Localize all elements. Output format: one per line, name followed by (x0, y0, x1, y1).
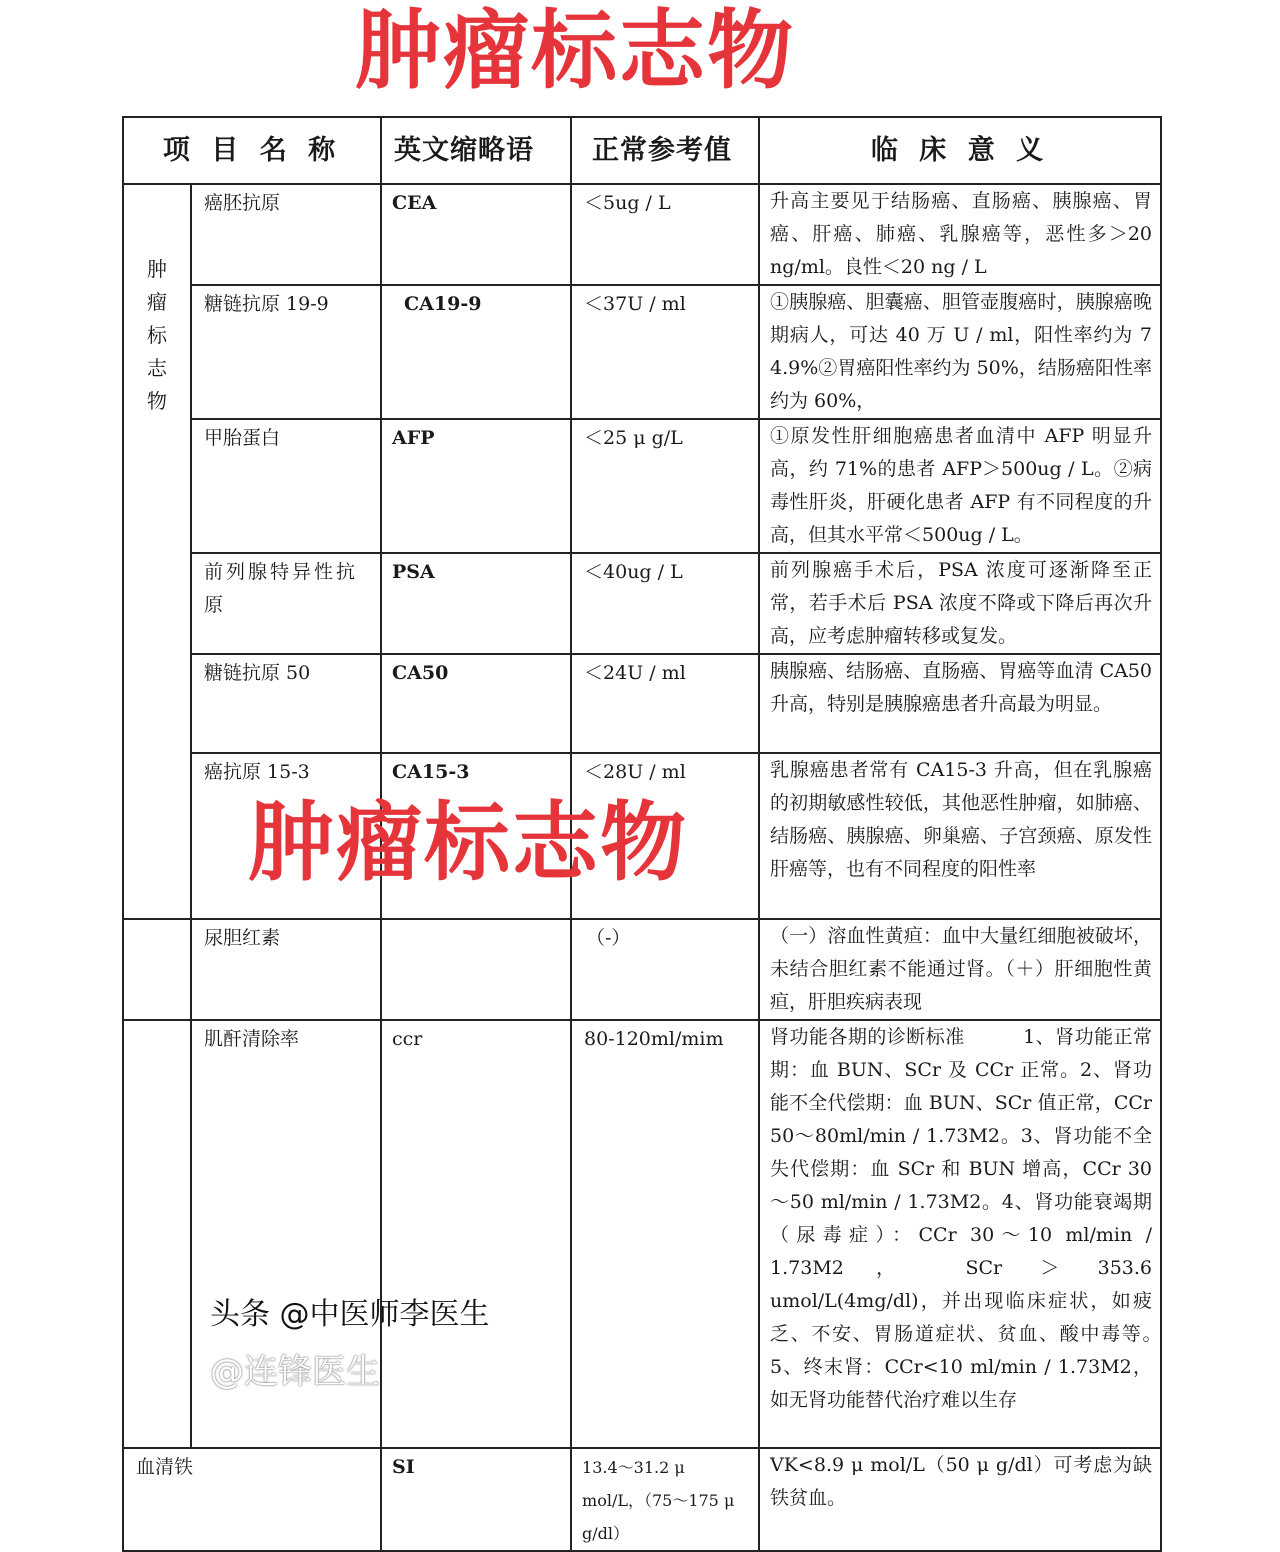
table-row (123, 285, 1161, 419)
item-abbr: CA19-9 (381, 285, 571, 419)
item-ref: ＜28U / ml (571, 753, 759, 919)
item-abbr: PSA (381, 553, 571, 654)
table-row (123, 919, 1161, 1020)
item-abbr: SI (381, 1448, 571, 1551)
category-char: 物 (147, 389, 167, 413)
item-abbr: ccr (381, 1020, 571, 1448)
watermark-weibo: @连锋医生 (210, 1352, 380, 1392)
item-name: 前列腺特异性抗原 (191, 553, 381, 654)
item-ref: ＜25 μ g/L (571, 419, 759, 553)
empty-category-cell (123, 919, 191, 1020)
item-meaning: ①原发性肝细胞癌患者血清中 AFP 明显升高，约 71%的患者 AFP＞500ug / L。②病毒性肝炎，肝硬化患者 AFP 有不同程度的升高，但其水平常＜500ug / L。 (759, 419, 1161, 553)
item-meaning: 乳腺癌患者常有 CA15-3 升高，但在乳腺癌的初期敏感性较低，其他恶性肿瘤，如肺癌、结肠癌、胰腺癌、卵巢癌、子宫颈癌、原发性肝癌等，也有不同程度的阳性率 (759, 753, 1161, 919)
item-ref: （-） (571, 919, 759, 1020)
category-cell (123, 184, 191, 919)
header-abbr: 英文缩略语 (381, 117, 571, 184)
item-name: 血清铁 (123, 1448, 381, 1551)
table-row (123, 654, 1161, 753)
table-row (123, 184, 1161, 285)
item-name: 癌胚抗原 (191, 184, 381, 285)
item-abbr: CA15-3 (381, 753, 571, 919)
overlay-title: 肿瘤标志物 (248, 793, 688, 893)
item-name: 甲胎蛋白 (191, 419, 381, 553)
item-ref: ＜37U / ml (571, 285, 759, 419)
item-name: 尿胆红素 (191, 919, 381, 1020)
empty-category-cell (123, 1020, 191, 1448)
item-meaning: 肾功能各期的诊断标准 1、肾功能正常期：血 BUN、SCr 及 CCr 正常。2、肾功能不全代偿期：血 BUN、SCr 值正常，CCr 50～80ml/min / 1.73M2。3、肾功能不全失代偿期：血 SCr 和 BUN 增高，CCr 30～50 ml/min / 1.73M2。4、肾功能衰竭期（尿毒症）：CCr 30～10 ml/min / 1.73M2， SCr ＞ 353.6 umol/L(4mg/dl)，并出现临床症状，如疲乏、不安、胃肠道症状、贫血、酸中毒等。 5、终末肾：CCr<10 ml/min / 1.73M2，如无肾功能替代治疗难以生存 (759, 1020, 1161, 1448)
item-name: 糖链抗原 19-9 (191, 285, 381, 419)
header-name: 项 目 名 称 (123, 117, 381, 184)
category-char: 志 (147, 356, 167, 380)
item-meaning: 胰腺癌、结肠癌、直肠癌、胃癌等血清 CA50 升高，特别是胰腺癌患者升高最为明显。 (759, 654, 1161, 753)
item-abbr: CA50 (381, 654, 571, 753)
category-char: 肿 (147, 257, 167, 281)
item-meaning: ①胰腺癌、胆囊癌、胆管壶腹癌时，胰腺癌晚期病人，可达 40 万 U / ml，阳性率约为 7 4.9%②胃癌阳性率约为 50%，结肠癌阳性率约为 60%， (759, 285, 1161, 419)
header-meaning: 临 床 意 义 (759, 117, 1161, 184)
item-meaning: 升高主要见于结肠癌、直肠癌、胰腺癌、胃癌、肝癌、肺癌、乳腺癌等，恶性多＞20 ng/ml。良性＜20 ng / L (759, 184, 1161, 285)
item-ref: 80-120ml/mim (571, 1020, 759, 1448)
item-abbr: CEA (381, 184, 571, 285)
item-ref: ＜5ug / L (571, 184, 759, 285)
item-meaning: 前列腺癌手术后，PSA 浓度可逐渐降至正常，若手术后 PSA 浓度不降或下降后再次升高，应考虑肿瘤转移或复发。 (759, 553, 1161, 654)
item-abbr (381, 919, 571, 1020)
item-ref: ＜40ug / L (571, 553, 759, 654)
item-ref: ＜24U / ml (571, 654, 759, 753)
page-title: 肿瘤标志物 (355, 1, 795, 101)
watermark-toutiao: 头条 @中医师李医生 (210, 1297, 490, 1332)
category-char: 标 (147, 323, 167, 347)
header-row (123, 117, 1161, 184)
item-meaning: （一）溶血性黄疸：血中大量红细胞被破坏，未结合胆红素不能通过肾。（＋）肝细胞性黄疸，肝胆疾病表现 (759, 919, 1161, 1020)
item-ref: 13.4～31.2 μ mol/L，（75～175 μ g/dl） (571, 1448, 759, 1551)
item-name: 肌酐清除率 (191, 1020, 381, 1448)
item-name: 癌抗原 15-3 (191, 753, 381, 919)
item-meaning: VK<8.9 μ mol/L（50 μ g/dl）可考虑为缺铁贫血。 (759, 1448, 1161, 1551)
table-row (123, 419, 1161, 553)
table-row (123, 553, 1161, 654)
table-row (123, 1448, 1161, 1551)
item-name: 糖链抗原 50 (191, 654, 381, 753)
item-abbr: AFP (381, 419, 571, 553)
header-ref: 正常参考值 (571, 117, 759, 184)
category-char: 瘤 (147, 290, 167, 314)
